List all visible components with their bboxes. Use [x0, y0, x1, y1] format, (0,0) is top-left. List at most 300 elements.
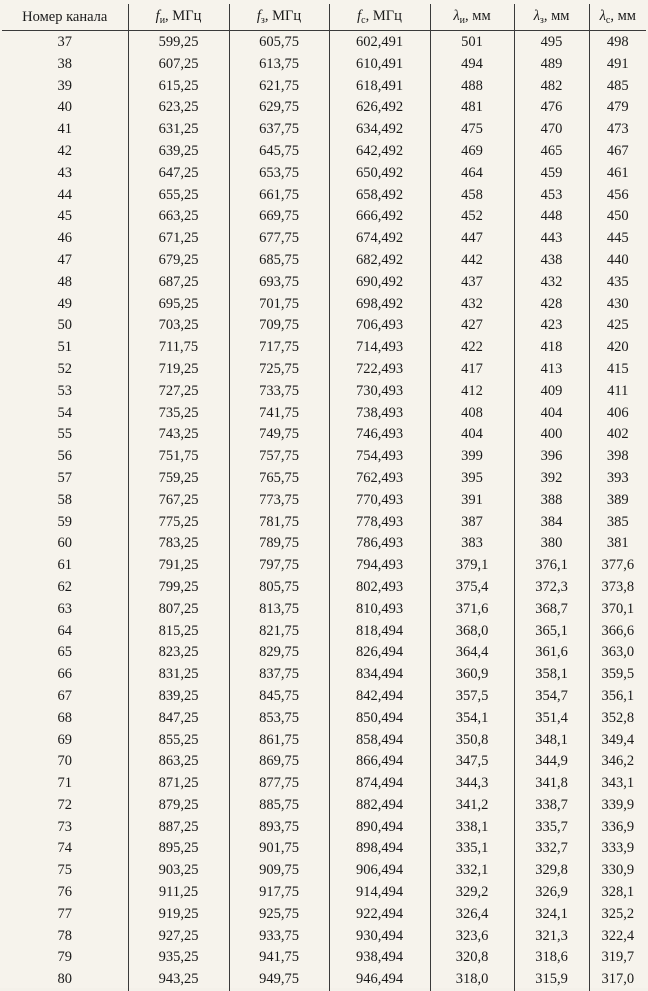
- cell-f-center: 634,492: [329, 119, 430, 141]
- cell-f-image: 623,25: [128, 97, 229, 119]
- table-row: [2, 337, 646, 359]
- cell-lambda-image: 458: [430, 185, 514, 207]
- cell-f-center: 602,491: [329, 31, 430, 54]
- cell-lambda-center: 328,1: [589, 882, 646, 904]
- table-row: [2, 708, 646, 730]
- cell-lambda-center: 381: [589, 533, 646, 555]
- cell-lambda-image: 488: [430, 76, 514, 98]
- cell-f-center: 810,493: [329, 599, 430, 621]
- cell-lambda-center: 385: [589, 512, 646, 534]
- cell-lambda-center: 325,2: [589, 904, 646, 926]
- cell-channel-number: 64: [2, 621, 128, 643]
- cell-f-sound: 869,75: [229, 751, 329, 773]
- cell-f-sound: 909,75: [229, 860, 329, 882]
- cell-lambda-sound: 338,7: [514, 795, 589, 817]
- cell-lambda-center: 445: [589, 228, 646, 250]
- cell-f-center: 834,494: [329, 664, 430, 686]
- cell-f-center: 650,492: [329, 163, 430, 185]
- cell-lambda-center: 352,8: [589, 708, 646, 730]
- cell-channel-number: 44: [2, 185, 128, 207]
- cell-f-sound: 653,75: [229, 163, 329, 185]
- cell-lambda-image: 360,9: [430, 664, 514, 686]
- cell-lambda-image: 464: [430, 163, 514, 185]
- cell-f-image: 679,25: [128, 250, 229, 272]
- header-channel-number: Номер канала: [2, 4, 128, 31]
- cell-f-center: 906,494: [329, 860, 430, 882]
- cell-channel-number: 80: [2, 969, 128, 991]
- cell-f-center: 802,493: [329, 577, 430, 599]
- cell-lambda-image: 475: [430, 119, 514, 141]
- cell-f-image: 791,25: [128, 555, 229, 577]
- cell-lambda-image: 335,1: [430, 838, 514, 860]
- cell-lambda-center: 456: [589, 185, 646, 207]
- header-f-image: $f_и$, МГц: [128, 4, 229, 31]
- cell-lambda-center: 317,0: [589, 969, 646, 991]
- cell-channel-number: 72: [2, 795, 128, 817]
- cell-f-image: 927,25: [128, 926, 229, 948]
- cell-lambda-image: 344,3: [430, 773, 514, 795]
- cell-channel-number: 76: [2, 882, 128, 904]
- cell-f-sound: 677,75: [229, 228, 329, 250]
- cell-lambda-center: 411: [589, 381, 646, 403]
- cell-lambda-sound: 335,7: [514, 817, 589, 839]
- cell-channel-number: 65: [2, 642, 128, 664]
- cell-lambda-image: 387: [430, 512, 514, 534]
- cell-lambda-center: 425: [589, 315, 646, 337]
- cell-f-center: 858,494: [329, 730, 430, 752]
- cell-f-image: 599,25: [128, 31, 229, 54]
- cell-f-center: 690,492: [329, 272, 430, 294]
- table-row: [2, 294, 646, 316]
- cell-f-image: 855,25: [128, 730, 229, 752]
- cell-lambda-center: 473: [589, 119, 646, 141]
- cell-f-sound: 709,75: [229, 315, 329, 337]
- cell-f-sound: 917,75: [229, 882, 329, 904]
- cell-lambda-image: 501: [430, 31, 514, 54]
- cell-f-image: 815,25: [128, 621, 229, 643]
- cell-f-image: 831,25: [128, 664, 229, 686]
- table-row: [2, 795, 646, 817]
- cell-lambda-center: 346,2: [589, 751, 646, 773]
- cell-lambda-image: 341,2: [430, 795, 514, 817]
- cell-lambda-image: 371,6: [430, 599, 514, 621]
- cell-f-sound: 693,75: [229, 272, 329, 294]
- cell-f-sound: 797,75: [229, 555, 329, 577]
- cell-lambda-image: 469: [430, 141, 514, 163]
- cell-lambda-image: 404: [430, 424, 514, 446]
- table-row: [2, 817, 646, 839]
- cell-lambda-center: 363,0: [589, 642, 646, 664]
- cell-lambda-sound: 326,9: [514, 882, 589, 904]
- cell-channel-number: 46: [2, 228, 128, 250]
- cell-f-sound: 773,75: [229, 490, 329, 512]
- cell-lambda-image: 391: [430, 490, 514, 512]
- cell-lambda-image: 332,1: [430, 860, 514, 882]
- cell-f-image: 807,25: [128, 599, 229, 621]
- cell-lambda-sound: 341,8: [514, 773, 589, 795]
- cell-channel-number: 59: [2, 512, 128, 534]
- cell-lambda-sound: 384: [514, 512, 589, 534]
- cell-lambda-center: 435: [589, 272, 646, 294]
- cell-f-center: 898,494: [329, 838, 430, 860]
- cell-f-image: 871,25: [128, 773, 229, 795]
- table-row: [2, 904, 646, 926]
- cell-f-image: 879,25: [128, 795, 229, 817]
- cell-f-center: 642,492: [329, 141, 430, 163]
- cell-lambda-image: 481: [430, 97, 514, 119]
- cell-f-sound: 877,75: [229, 773, 329, 795]
- cell-f-center: 946,494: [329, 969, 430, 991]
- cell-f-sound: 661,75: [229, 185, 329, 207]
- table-row: [2, 403, 646, 425]
- cell-channel-number: 51: [2, 337, 128, 359]
- cell-lambda-image: 408: [430, 403, 514, 425]
- cell-f-sound: 901,75: [229, 838, 329, 860]
- cell-f-sound: 813,75: [229, 599, 329, 621]
- cell-channel-number: 60: [2, 533, 128, 555]
- cell-channel-number: 58: [2, 490, 128, 512]
- cell-lambda-center: 406: [589, 403, 646, 425]
- cell-f-center: 770,493: [329, 490, 430, 512]
- cell-f-center: 714,493: [329, 337, 430, 359]
- cell-lambda-sound: 453: [514, 185, 589, 207]
- cell-f-center: 738,493: [329, 403, 430, 425]
- cell-f-image: 631,25: [128, 119, 229, 141]
- cell-channel-number: 74: [2, 838, 128, 860]
- cell-f-sound: 613,75: [229, 54, 329, 76]
- cell-lambda-center: 330,9: [589, 860, 646, 882]
- cell-f-sound: 781,75: [229, 512, 329, 534]
- table-row: [2, 272, 646, 294]
- table-row: [2, 512, 646, 534]
- cell-f-image: 695,25: [128, 294, 229, 316]
- cell-lambda-sound: 448: [514, 206, 589, 228]
- cell-lambda-center: 479: [589, 97, 646, 119]
- cell-f-center: 698,492: [329, 294, 430, 316]
- cell-f-sound: 837,75: [229, 664, 329, 686]
- cell-lambda-sound: 324,1: [514, 904, 589, 926]
- cell-lambda-center: 322,4: [589, 926, 646, 948]
- cell-lambda-image: 357,5: [430, 686, 514, 708]
- cell-f-center: 818,494: [329, 621, 430, 643]
- cell-f-image: 799,25: [128, 577, 229, 599]
- table-row: [2, 686, 646, 708]
- cell-f-sound: 629,75: [229, 97, 329, 119]
- cell-channel-number: 47: [2, 250, 128, 272]
- cell-lambda-image: 354,1: [430, 708, 514, 730]
- cell-lambda-center: 370,1: [589, 599, 646, 621]
- cell-f-center: 914,494: [329, 882, 430, 904]
- cell-lambda-sound: 315,9: [514, 969, 589, 991]
- table-row: [2, 533, 646, 555]
- cell-lambda-center: 450: [589, 206, 646, 228]
- cell-lambda-image: 395: [430, 468, 514, 490]
- cell-lambda-sound: 358,1: [514, 664, 589, 686]
- cell-f-sound: 645,75: [229, 141, 329, 163]
- cell-channel-number: 57: [2, 468, 128, 490]
- cell-lambda-sound: 396: [514, 446, 589, 468]
- cell-f-image: 783,25: [128, 533, 229, 555]
- cell-channel-number: 54: [2, 403, 128, 425]
- cell-f-center: 666,492: [329, 206, 430, 228]
- table-row: [2, 54, 646, 76]
- cell-channel-number: 69: [2, 730, 128, 752]
- cell-lambda-center: 491: [589, 54, 646, 76]
- cell-channel-number: 52: [2, 359, 128, 381]
- cell-f-sound: 789,75: [229, 533, 329, 555]
- cell-lambda-image: 364,4: [430, 642, 514, 664]
- cell-channel-number: 45: [2, 206, 128, 228]
- cell-f-sound: 885,75: [229, 795, 329, 817]
- cell-f-sound: 725,75: [229, 359, 329, 381]
- table-header: [2, 4, 646, 31]
- cell-f-sound: 733,75: [229, 381, 329, 403]
- cell-lambda-image: 350,8: [430, 730, 514, 752]
- cell-channel-number: 78: [2, 926, 128, 948]
- cell-lambda-sound: 432: [514, 272, 589, 294]
- header-lambda-center: $\lambda_с$, мм: [589, 4, 646, 31]
- cell-channel-number: 43: [2, 163, 128, 185]
- table-row: [2, 730, 646, 752]
- cell-lambda-center: 498: [589, 31, 646, 54]
- cell-channel-number: 77: [2, 904, 128, 926]
- cell-lambda-sound: 344,9: [514, 751, 589, 773]
- cell-f-center: 842,494: [329, 686, 430, 708]
- cell-f-image: 711,75: [128, 337, 229, 359]
- cell-lambda-image: 442: [430, 250, 514, 272]
- table-row: [2, 599, 646, 621]
- cell-lambda-sound: 428: [514, 294, 589, 316]
- cell-f-center: 626,492: [329, 97, 430, 119]
- cell-f-image: 847,25: [128, 708, 229, 730]
- table-row: [2, 381, 646, 403]
- cell-lambda-center: 349,4: [589, 730, 646, 752]
- cell-lambda-center: 461: [589, 163, 646, 185]
- table-row: [2, 773, 646, 795]
- cell-f-sound: 669,75: [229, 206, 329, 228]
- header-f-sound: $f_з$, МГц: [229, 4, 329, 31]
- table-row: [2, 555, 646, 577]
- cell-f-center: 674,492: [329, 228, 430, 250]
- cell-channel-number: 39: [2, 76, 128, 98]
- cell-channel-number: 66: [2, 664, 128, 686]
- table-row: [2, 141, 646, 163]
- cell-lambda-sound: 443: [514, 228, 589, 250]
- cell-f-image: 775,25: [128, 512, 229, 534]
- cell-lambda-sound: 392: [514, 468, 589, 490]
- cell-channel-number: 55: [2, 424, 128, 446]
- table-row: [2, 577, 646, 599]
- cell-f-sound: 765,75: [229, 468, 329, 490]
- cell-lambda-image: 347,5: [430, 751, 514, 773]
- cell-f-image: 719,25: [128, 359, 229, 381]
- table-row: [2, 446, 646, 468]
- cell-lambda-image: 422: [430, 337, 514, 359]
- table-row: [2, 860, 646, 882]
- cell-channel-number: 53: [2, 381, 128, 403]
- cell-f-sound: 925,75: [229, 904, 329, 926]
- table-row: [2, 163, 646, 185]
- cell-lambda-image: 318,0: [430, 969, 514, 991]
- cell-f-sound: 701,75: [229, 294, 329, 316]
- cell-lambda-center: 402: [589, 424, 646, 446]
- cell-lambda-sound: 376,1: [514, 555, 589, 577]
- cell-lambda-center: 377,6: [589, 555, 646, 577]
- cell-f-image: 839,25: [128, 686, 229, 708]
- cell-channel-number: 37: [2, 31, 128, 54]
- table-row: [2, 359, 646, 381]
- cell-f-image: 655,25: [128, 185, 229, 207]
- cell-channel-number: 63: [2, 599, 128, 621]
- cell-f-center: 786,493: [329, 533, 430, 555]
- cell-lambda-image: 338,1: [430, 817, 514, 839]
- cell-channel-number: 40: [2, 97, 128, 119]
- cell-lambda-image: 427: [430, 315, 514, 337]
- cell-f-image: 903,25: [128, 860, 229, 882]
- cell-lambda-sound: 354,7: [514, 686, 589, 708]
- cell-f-image: 671,25: [128, 228, 229, 250]
- cell-f-center: 794,493: [329, 555, 430, 577]
- cell-lambda-image: 399: [430, 446, 514, 468]
- cell-channel-number: 42: [2, 141, 128, 163]
- cell-f-sound: 853,75: [229, 708, 329, 730]
- table-row: [2, 926, 646, 948]
- header-lambda-sound: $\lambda_з$, мм: [514, 4, 589, 31]
- table-row: [2, 424, 646, 446]
- cell-lambda-center: 373,8: [589, 577, 646, 599]
- cell-lambda-sound: 321,3: [514, 926, 589, 948]
- cell-channel-number: 61: [2, 555, 128, 577]
- cell-lambda-sound: 413: [514, 359, 589, 381]
- cell-f-image: 887,25: [128, 817, 229, 839]
- cell-channel-number: 70: [2, 751, 128, 773]
- cell-lambda-center: 343,1: [589, 773, 646, 795]
- cell-f-image: 823,25: [128, 642, 229, 664]
- cell-f-image: 743,25: [128, 424, 229, 446]
- cell-channel-number: 38: [2, 54, 128, 76]
- cell-f-center: 850,494: [329, 708, 430, 730]
- cell-lambda-sound: 372,3: [514, 577, 589, 599]
- cell-lambda-image: 329,2: [430, 882, 514, 904]
- cell-lambda-image: 326,4: [430, 904, 514, 926]
- cell-f-sound: 717,75: [229, 337, 329, 359]
- cell-lambda-center: 430: [589, 294, 646, 316]
- cell-lambda-image: 452: [430, 206, 514, 228]
- cell-channel-number: 49: [2, 294, 128, 316]
- cell-f-sound: 621,75: [229, 76, 329, 98]
- cell-f-sound: 605,75: [229, 31, 329, 54]
- cell-lambda-center: 398: [589, 446, 646, 468]
- cell-f-image: 687,25: [128, 272, 229, 294]
- cell-f-center: 754,493: [329, 446, 430, 468]
- cell-f-center: 874,494: [329, 773, 430, 795]
- cell-f-center: 618,491: [329, 76, 430, 98]
- table-row: [2, 751, 646, 773]
- cell-f-image: 703,25: [128, 315, 229, 337]
- cell-channel-number: 73: [2, 817, 128, 839]
- cell-lambda-sound: 470: [514, 119, 589, 141]
- cell-channel-number: 75: [2, 860, 128, 882]
- cell-lambda-image: 447: [430, 228, 514, 250]
- cell-lambda-sound: 380: [514, 533, 589, 555]
- cell-lambda-center: 339,9: [589, 795, 646, 817]
- cell-lambda-sound: 351,4: [514, 708, 589, 730]
- cell-channel-number: 62: [2, 577, 128, 599]
- cell-lambda-image: 383: [430, 533, 514, 555]
- cell-f-image: 647,25: [128, 163, 229, 185]
- cell-f-image: 935,25: [128, 947, 229, 969]
- cell-f-center: 762,493: [329, 468, 430, 490]
- table-row: [2, 119, 646, 141]
- table-row: [2, 31, 646, 54]
- cell-lambda-sound: 348,1: [514, 730, 589, 752]
- cell-lambda-center: 389: [589, 490, 646, 512]
- cell-f-sound: 805,75: [229, 577, 329, 599]
- table-row: [2, 838, 646, 860]
- cell-f-image: 663,25: [128, 206, 229, 228]
- cell-lambda-sound: 329,8: [514, 860, 589, 882]
- cell-f-center: 706,493: [329, 315, 430, 337]
- cell-f-center: 722,493: [329, 359, 430, 381]
- cell-channel-number: 50: [2, 315, 128, 337]
- cell-f-center: 658,492: [329, 185, 430, 207]
- table-row: [2, 642, 646, 664]
- cell-lambda-sound: 423: [514, 315, 589, 337]
- cell-f-sound: 893,75: [229, 817, 329, 839]
- cell-f-center: 882,494: [329, 795, 430, 817]
- cell-f-image: 919,25: [128, 904, 229, 926]
- cell-lambda-sound: 400: [514, 424, 589, 446]
- cell-f-center: 610,491: [329, 54, 430, 76]
- cell-f-center: 826,494: [329, 642, 430, 664]
- cell-f-image: 751,75: [128, 446, 229, 468]
- cell-f-image: 727,25: [128, 381, 229, 403]
- cell-lambda-image: 368,0: [430, 621, 514, 643]
- cell-lambda-sound: 489: [514, 54, 589, 76]
- table-row: [2, 228, 646, 250]
- cell-channel-number: 71: [2, 773, 128, 795]
- cell-f-center: 682,492: [329, 250, 430, 272]
- cell-f-image: 639,25: [128, 141, 229, 163]
- cell-lambda-sound: 368,7: [514, 599, 589, 621]
- cell-lambda-sound: 318,6: [514, 947, 589, 969]
- table-row: [2, 206, 646, 228]
- header-f-center: $f_с$, МГц: [329, 4, 430, 31]
- cell-f-image: 759,25: [128, 468, 229, 490]
- cell-lambda-sound: 459: [514, 163, 589, 185]
- table-row: [2, 882, 646, 904]
- cell-f-sound: 685,75: [229, 250, 329, 272]
- cell-lambda-center: 319,7: [589, 947, 646, 969]
- cell-f-center: 730,493: [329, 381, 430, 403]
- cell-f-sound: 637,75: [229, 119, 329, 141]
- cell-lambda-sound: 482: [514, 76, 589, 98]
- cell-lambda-center: 415: [589, 359, 646, 381]
- cell-f-center: 938,494: [329, 947, 430, 969]
- cell-channel-number: 79: [2, 947, 128, 969]
- cell-lambda-center: 336,9: [589, 817, 646, 839]
- cell-lambda-image: 320,8: [430, 947, 514, 969]
- cell-lambda-sound: 332,7: [514, 838, 589, 860]
- table-row: [2, 490, 646, 512]
- cell-lambda-image: 432: [430, 294, 514, 316]
- cell-f-sound: 749,75: [229, 424, 329, 446]
- table-row: [2, 250, 646, 272]
- cell-lambda-center: 356,1: [589, 686, 646, 708]
- cell-f-sound: 845,75: [229, 686, 329, 708]
- cell-lambda-sound: 404: [514, 403, 589, 425]
- cell-lambda-sound: 476: [514, 97, 589, 119]
